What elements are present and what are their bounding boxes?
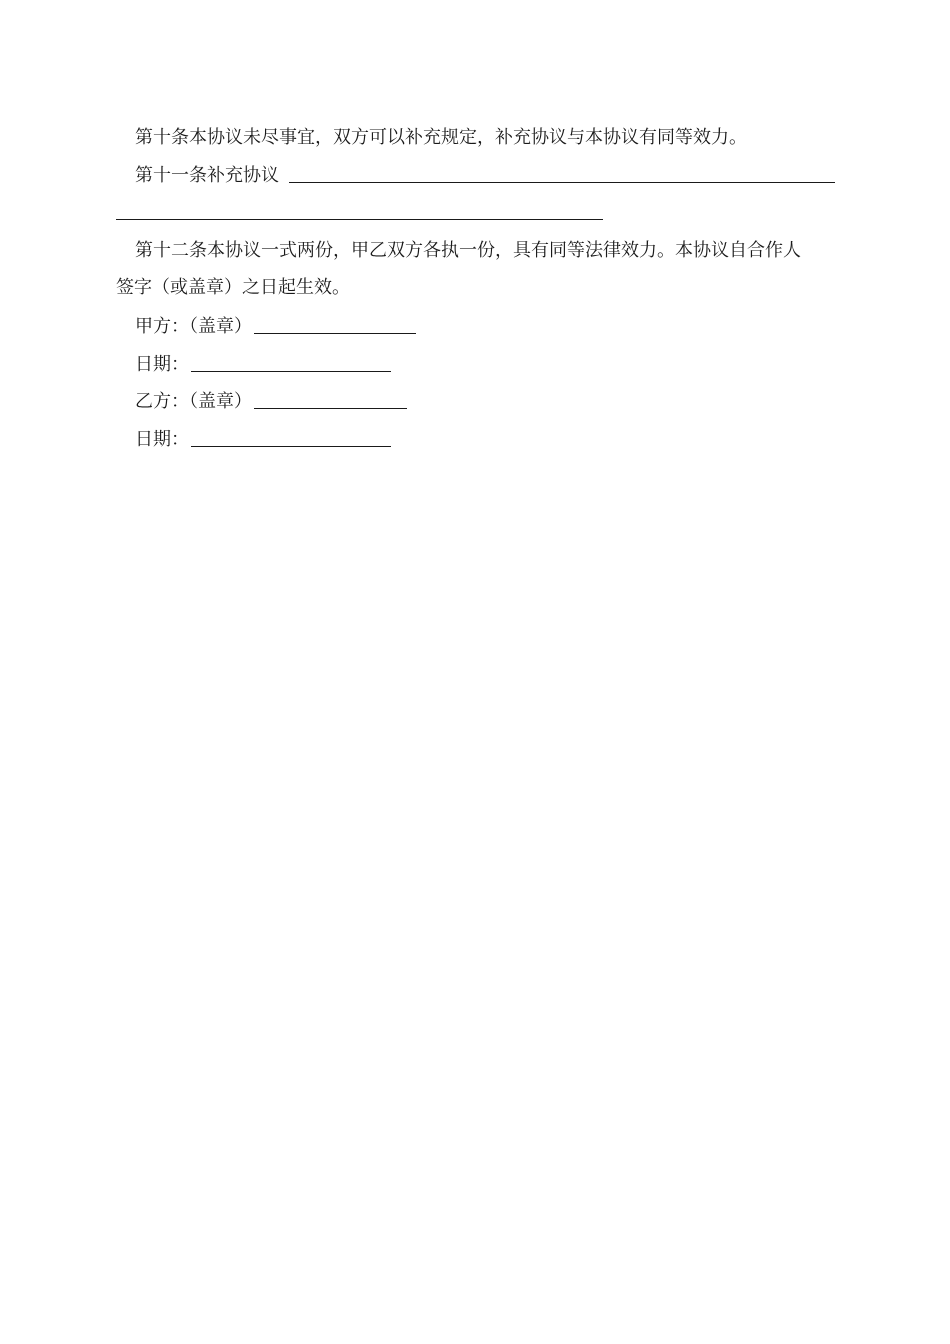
party-b-seal-blank[interactable] [254, 390, 407, 409]
party-b-date-row [135, 426, 391, 452]
article-11-blank-line-2[interactable] [116, 219, 603, 220]
party-a-label: 甲方：（盖章） [135, 316, 252, 337]
party-a-seal-blank[interactable] [254, 315, 416, 334]
party-a-date-row [135, 351, 391, 377]
date-b-label: 日期： [135, 429, 189, 450]
date-b-blank[interactable] [191, 428, 391, 447]
article-12-text-line-1: 第十二条本协议一式两份，甲乙双方各执一份，具有同等法律效力。本协议自合作人 [135, 240, 801, 261]
article-11-label: 第十一条补充协议 [135, 165, 279, 186]
article-12-text-line-2: 签字（或盖章）之日起生效。 [116, 277, 350, 298]
date-a-blank[interactable] [191, 353, 391, 372]
party-b-signature-row [135, 388, 407, 414]
article-11-blank-line-1[interactable] [289, 182, 835, 183]
date-a-label: 日期： [135, 354, 189, 375]
article-10-text: 第十条本协议未尽事宜，双方可以补充规定，补充协议与本协议有同等效力。 [135, 127, 747, 148]
party-b-label: 乙方：（盖章） [135, 391, 252, 412]
party-a-signature-row [135, 313, 416, 339]
